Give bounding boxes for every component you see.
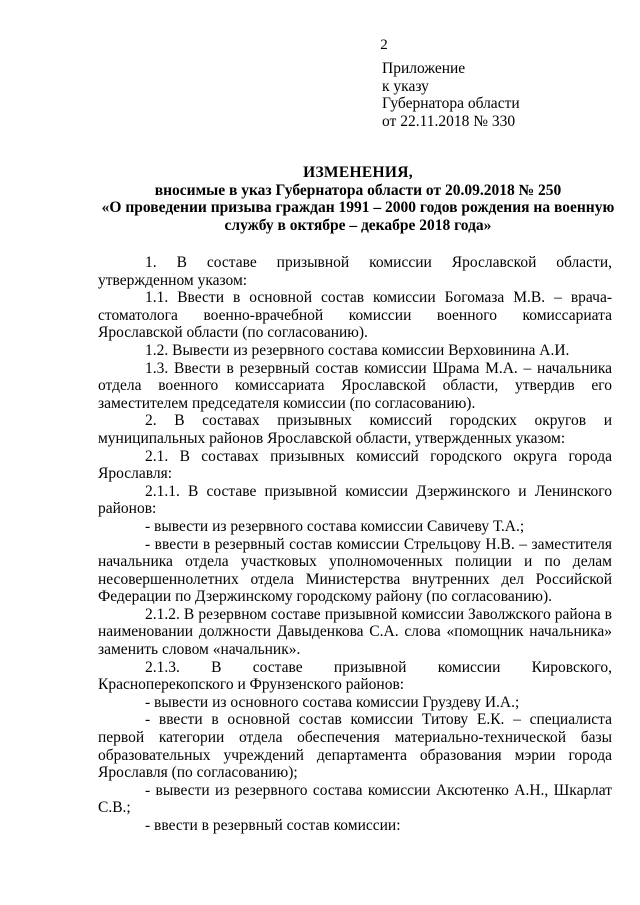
paragraph: - ввести в резервный состав комиссии Стрельцову Н.В. – заместителя начальника отдела участковых уполномоченных полиции и по делам несовершеннолетних отдела Министерства внутренних дел Российской Федерации по Дзержинскому городскому району (по согласованию). (98, 535, 612, 606)
appendix-line: Губернатора области (382, 95, 520, 113)
paragraph: 1.3. Ввести в резервный состав комиссии Шрама М.А. – начальника отдела военного комиссариата Ярославской области, утвердив его заместителем председателя комиссии (по согласованию). (98, 359, 612, 412)
title-line: «О проведении призыва граждан 1991 – 2000 годов рождения на военную службу в октябре – декабре 2018 года» (101, 199, 615, 234)
appendix-block (382, 60, 520, 130)
paragraph: 1.1. Ввести в основной состав комиссии Богомаза М.В. – врача-стоматолога военно-врачебной комиссии военного комиссариата Ярославской области (по согласованию). (98, 289, 612, 342)
appendix-line: от 22.11.2018 № 330 (382, 112, 516, 130)
paragraph: - вывести из резервного состава комиссии Аксютенко А.Н., Шкарлат С.В.; (98, 781, 612, 817)
document-title (98, 164, 618, 234)
paragraph: 2.1.3. В составе призывной комиссии Кировского, Красноперекопского и Фрунзенского районов: (98, 658, 612, 694)
paragraph: - ввести в основной состав комиссии Титову Е.К. – специалиста первой категории отдела обеспечения материально-технической базы образовательных учреждений департамента образования мэрии города Ярославля (по согласованию); (98, 711, 612, 782)
paragraph: 2.1. В составах призывных комиссий городского округа города Ярославля: (98, 447, 612, 483)
paragraph: - ввести в резервный состав комиссии: (145, 817, 401, 834)
appendix-line: к указу (382, 77, 429, 95)
title-heading: ИЗМЕНЕНИЯ, (303, 164, 413, 181)
paragraph: 1.2. Вывести из резервного состава комиссии Верховинина А.И. (145, 341, 570, 359)
title-line: вносимые в указ Губернатора области от 20.09.2018 № 250 (154, 181, 562, 199)
appendix-line: Приложение (382, 60, 466, 77)
paragraph: 2.1.1. В составе призывной комиссии Дзержинского и Ленинского районов: (98, 482, 612, 518)
paragraph: - вывести из основного состава комиссии Груздеву И.А.; (145, 693, 520, 711)
paragraph: 2.1.2. В резервном составе призывной комиссии Заволжского района в наименовании должности Давыденкова С.А. слова «помощник начальника» заменить словом «начальник». (98, 605, 612, 659)
paragraph: 2. В составах призывных комиссий городских округов и муниципальных районов Ярославской области, утвержденных указом: (98, 412, 612, 447)
paragraph: 1. В составе призывной комиссии Ярославской области, утвержденном указом: (98, 254, 612, 289)
page-number: 2 (380, 37, 388, 53)
paragraph: - вывести из резервного состава комиссии Савичеву Т.А.; (145, 517, 525, 535)
document-body (98, 254, 612, 835)
